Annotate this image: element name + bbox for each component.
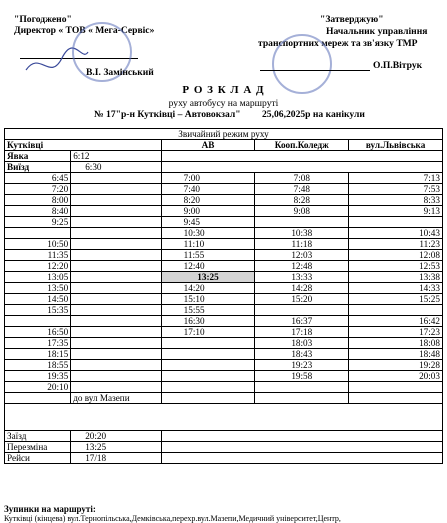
mode-label: Звичайний режим руху bbox=[5, 129, 443, 140]
time-cell: 19:35 bbox=[5, 371, 71, 382]
time-cell: 12:08 bbox=[349, 250, 443, 261]
schedule-row bbox=[5, 349, 443, 360]
time-cell: 17:18 bbox=[255, 327, 349, 338]
header-koop-koledzh: Кооп.Коледж bbox=[255, 140, 349, 151]
schedule-row bbox=[5, 217, 443, 228]
schedule-row bbox=[5, 250, 443, 261]
zaizd-label: Заїзд bbox=[5, 431, 71, 442]
time-cell: 16:50 bbox=[5, 327, 71, 338]
time-cell: 15:10 bbox=[161, 294, 255, 305]
zaizd-time: 20:20 bbox=[71, 431, 161, 442]
time-cell bbox=[349, 382, 443, 393]
schedule-row bbox=[5, 338, 443, 349]
time-cell: 15:55 bbox=[161, 305, 255, 316]
time-cell: 12:40 bbox=[161, 261, 255, 272]
time-cell: 14:20 bbox=[161, 283, 255, 294]
time-cell bbox=[349, 305, 443, 316]
schedule-row bbox=[5, 206, 443, 217]
time-cell: 10:43 bbox=[349, 228, 443, 239]
time-cell: 13:38 bbox=[349, 272, 443, 283]
time-cell bbox=[255, 217, 349, 228]
time-cell bbox=[5, 228, 71, 239]
schedule-row bbox=[5, 294, 443, 305]
schedule-row bbox=[5, 184, 443, 195]
time-cell bbox=[161, 371, 255, 382]
schedule-row bbox=[5, 228, 443, 239]
time-cell: 19:58 bbox=[255, 371, 349, 382]
head-title: Начальник управління bbox=[326, 26, 428, 37]
time-cell bbox=[255, 382, 349, 393]
time-cell: 12:53 bbox=[349, 261, 443, 272]
time-cell: 14:28 bbox=[255, 283, 349, 294]
perezmina-time: 13:25 bbox=[71, 442, 161, 453]
time-cell bbox=[161, 338, 255, 349]
time-cell: 9:13 bbox=[349, 206, 443, 217]
time-cell: 20:10 bbox=[5, 382, 71, 393]
time-cell: 12:03 bbox=[255, 250, 349, 261]
time-cell: 10:30 bbox=[161, 228, 255, 239]
time-cell: 18:55 bbox=[5, 360, 71, 371]
time-cell: 11:55 bbox=[161, 250, 255, 261]
time-cell: 11:10 bbox=[161, 239, 255, 250]
time-cell: 8:20 bbox=[161, 195, 255, 206]
time-cell: 8:33 bbox=[349, 195, 443, 206]
approval-label: "Погоджено" bbox=[14, 14, 72, 25]
director-title: Директор « ТОВ « Мега-Сервіс» bbox=[14, 25, 155, 36]
schedule-row bbox=[5, 195, 443, 206]
time-cell: 17:23 bbox=[349, 327, 443, 338]
header-vul-lvivska: вул.Львівська bbox=[349, 140, 443, 151]
time-cell: 11:23 bbox=[349, 239, 443, 250]
time-cell: 7:20 bbox=[5, 184, 71, 195]
reisy-label: Рейси bbox=[5, 453, 71, 464]
reisy-value: 17/18 bbox=[71, 453, 161, 464]
time-cell bbox=[349, 217, 443, 228]
time-cell: 19:28 bbox=[349, 360, 443, 371]
time-cell: 13:50 bbox=[5, 283, 71, 294]
time-cell: 9:00 bbox=[161, 206, 255, 217]
time-cell: 6:45 bbox=[5, 173, 71, 184]
time-cell bbox=[161, 349, 255, 360]
schedule-row bbox=[5, 316, 443, 327]
time-cell bbox=[5, 316, 71, 327]
time-cell: 7:00 bbox=[161, 173, 255, 184]
time-cell: 9:45 bbox=[161, 217, 255, 228]
vyizd-time: 6:30 bbox=[71, 162, 161, 173]
time-cell: 10:38 bbox=[255, 228, 349, 239]
time-cell: 18:15 bbox=[5, 349, 71, 360]
approve-label: "Затверджую" bbox=[320, 14, 384, 25]
time-cell: 11:18 bbox=[255, 239, 349, 250]
time-cell: 17:10 bbox=[161, 327, 255, 338]
schedule-row bbox=[5, 261, 443, 272]
time-cell: 12:20 bbox=[5, 261, 71, 272]
time-cell: 18:08 bbox=[349, 338, 443, 349]
signature-line-right bbox=[260, 70, 370, 71]
document-title: Р О З К Л А Д bbox=[182, 84, 265, 96]
time-cell: 10:50 bbox=[5, 239, 71, 250]
time-cell: 19:23 bbox=[255, 360, 349, 371]
time-cell: 7:48 bbox=[255, 184, 349, 195]
time-cell: 7:40 bbox=[161, 184, 255, 195]
time-cell bbox=[161, 382, 255, 393]
signatory-right: О.П.Вітрук bbox=[373, 60, 423, 71]
time-cell: 9:08 bbox=[255, 206, 349, 217]
time-cell: 7:08 bbox=[255, 173, 349, 184]
schedule-row bbox=[5, 272, 443, 283]
time-cell: 15:25 bbox=[349, 294, 443, 305]
vyizd-label: Виїзд bbox=[5, 162, 71, 173]
time-cell: 8:40 bbox=[5, 206, 71, 217]
time-cell bbox=[255, 305, 349, 316]
header-kutkivtsi: Кутківці bbox=[5, 140, 162, 151]
time-cell: 16:37 bbox=[255, 316, 349, 327]
yavka-time: 6:12 bbox=[71, 151, 161, 162]
time-cell: 13:05 bbox=[5, 272, 71, 283]
time-cell: 18:48 bbox=[349, 349, 443, 360]
department-title: транспортних мереж та зв'язку ТМР bbox=[258, 38, 418, 49]
time-cell: 11:35 bbox=[5, 250, 71, 261]
schedule-row bbox=[5, 360, 443, 371]
time-cell: 12:48 bbox=[255, 261, 349, 272]
time-cell: 14:33 bbox=[349, 283, 443, 294]
schedule-date: 25,06,2025р на канікули bbox=[262, 109, 365, 120]
time-cell: 20:03 bbox=[349, 371, 443, 382]
header-av: АВ bbox=[161, 140, 255, 151]
time-cell: 9:25 bbox=[5, 217, 71, 228]
time-cell: 8:00 bbox=[5, 195, 71, 206]
time-cell: 15:20 bbox=[255, 294, 349, 305]
time-cell: 13:25 bbox=[161, 272, 255, 283]
to-street-label: до вул Мазепи bbox=[71, 393, 161, 404]
time-cell: 7:53 bbox=[349, 184, 443, 195]
schedule-row bbox=[5, 239, 443, 250]
time-cell: 14:50 bbox=[5, 294, 71, 305]
schedule-row bbox=[5, 371, 443, 382]
schedule-table bbox=[4, 128, 443, 464]
schedule-row bbox=[5, 327, 443, 338]
stops-text: Кутківці (кінцева) вул.Тернопільська,Демківська,перехр.вул.Мазепи,Медичний університет,Центр, bbox=[4, 514, 341, 523]
time-cell: 7:13 bbox=[349, 173, 443, 184]
schedule-row bbox=[5, 283, 443, 294]
time-cell: 16:42 bbox=[349, 316, 443, 327]
time-cell: 16:30 bbox=[161, 316, 255, 327]
perezmina-label: Перезміна bbox=[5, 442, 71, 453]
yavka-label: Явка bbox=[5, 151, 71, 162]
time-cell: 8:28 bbox=[255, 195, 349, 206]
time-cell: 17:35 bbox=[5, 338, 71, 349]
time-cell bbox=[161, 360, 255, 371]
signatory-left: В.І. Замінський bbox=[86, 67, 154, 78]
route-name: № 17"р-н Кутківці – Автовокзал" bbox=[94, 109, 241, 120]
schedule-row bbox=[5, 173, 443, 184]
schedule-row bbox=[5, 382, 443, 393]
document-subtitle: руху автобусу на маршруті bbox=[168, 98, 279, 109]
time-cell: 18:03 bbox=[255, 338, 349, 349]
time-cell: 18:43 bbox=[255, 349, 349, 360]
schedule-row bbox=[5, 305, 443, 316]
time-cell: 15:35 bbox=[5, 305, 71, 316]
stops-label: Зупинки на маршруті: bbox=[4, 504, 96, 514]
time-cell: 13:33 bbox=[255, 272, 349, 283]
